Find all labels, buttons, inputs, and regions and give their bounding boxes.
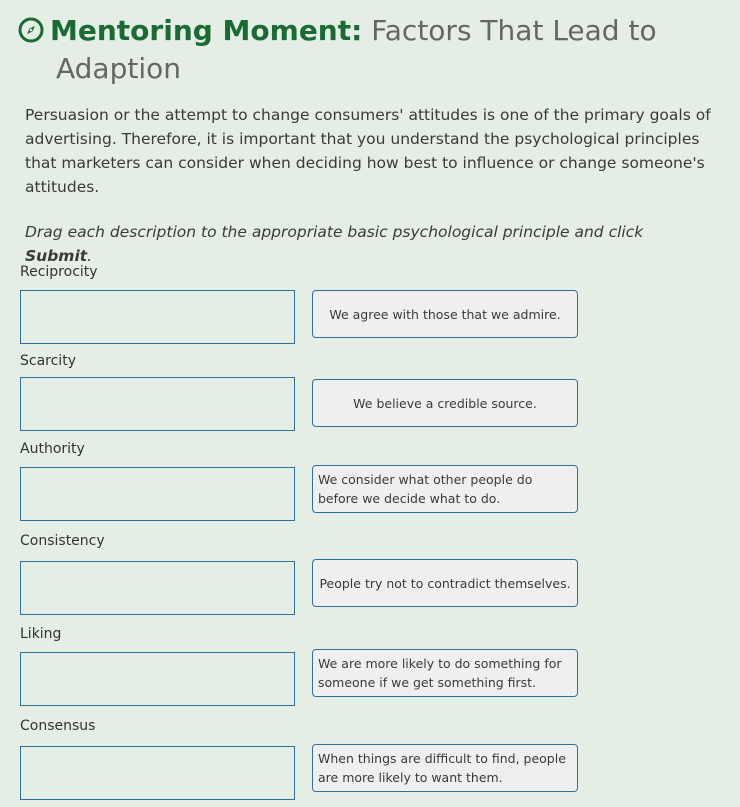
instruction-text xyxy=(25,220,715,268)
intro-paragraph: Persuasion or the attempt to change consumers' attitudes is one of the primary goals of advertising. Therefore, it is important that you understand the psychological principles that marketers can consider when deciding how best to influence or change someone's attitudes. xyxy=(25,106,711,196)
principle-label-consensus: Consensus xyxy=(20,718,96,734)
dropzone-reciprocity[interactable] xyxy=(20,290,295,344)
dropzone-authority[interactable] xyxy=(20,467,295,521)
page-title xyxy=(18,12,718,88)
principle-label-consistency: Consistency xyxy=(20,533,105,549)
title-rest: Factors That Lead to xyxy=(371,14,657,47)
draggable-description-card[interactable]: We agree with those that we admire. xyxy=(312,290,578,338)
principle-label-liking: Liking xyxy=(20,626,62,642)
draggable-description-card[interactable]: We are more likely to do something for someone if we get something first. xyxy=(312,649,578,697)
instruction-main: Drag each description to the appropriate basic psychological principle and click xyxy=(25,223,644,241)
instruction-submit-word: Submit xyxy=(25,247,88,265)
principle-label-scarcity: Scarcity xyxy=(20,353,76,369)
instruction-end: . xyxy=(87,247,93,265)
dropzone-consistency[interactable] xyxy=(20,561,295,615)
principle-label-authority: Authority xyxy=(20,441,85,457)
draggable-description-card[interactable]: We consider what other people do before we decide what to do. xyxy=(312,465,578,513)
dropzone-consensus[interactable] xyxy=(20,746,295,800)
compass-icon xyxy=(18,17,44,43)
principle-label-reciprocity: Reciprocity xyxy=(20,264,98,280)
draggable-description-card[interactable]: People try not to contradict themselves. xyxy=(312,559,578,607)
draggable-description-card[interactable]: When things are difficult to find, people are more likely to want them. xyxy=(312,744,578,792)
dropzone-liking[interactable] xyxy=(20,652,295,706)
title-rest-line2: Adaption xyxy=(56,52,182,85)
dropzone-scarcity[interactable] xyxy=(20,377,295,431)
title-strong: Mentoring Moment: xyxy=(50,14,363,47)
draggable-description-card[interactable]: We believe a credible source. xyxy=(312,379,578,427)
